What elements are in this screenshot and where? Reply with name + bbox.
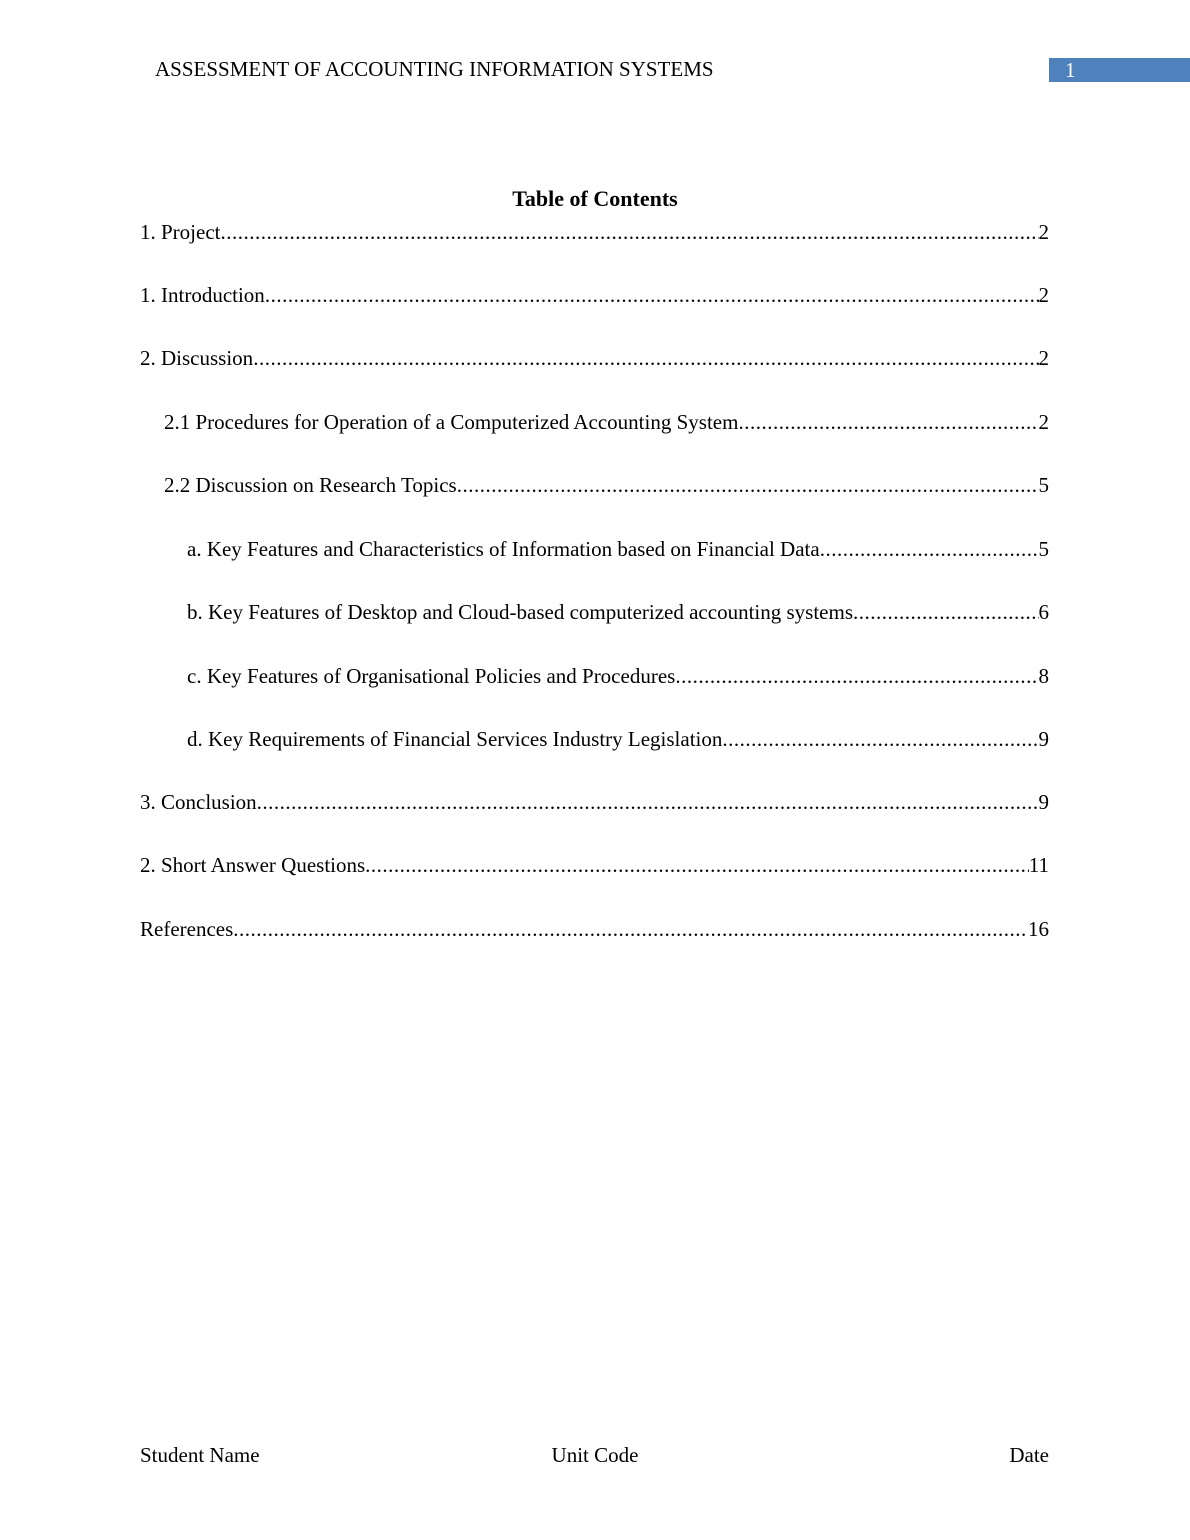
- toc-dot-leader: [738, 408, 1038, 436]
- toc-entry-research-topics[interactable]: [164, 471, 1049, 499]
- toc-entry-page: 2: [1038, 410, 1049, 434]
- toc-entry-page: 5: [1038, 473, 1049, 497]
- toc-entry-page: 6: [1038, 600, 1049, 624]
- toc-dot-leader: [265, 281, 1039, 309]
- footer-student-name: Student Name: [140, 1443, 260, 1467]
- toc-entry-label: 1. Introduction: [140, 283, 265, 307]
- toc-entry-page: 8: [1038, 664, 1049, 688]
- toc-entry-label: 2. Short Answer Questions: [140, 853, 366, 877]
- toc-entry-legislation[interactable]: [187, 725, 1049, 753]
- toc-entry-page: 2: [1038, 283, 1049, 307]
- toc-entry-label: 1. Project: [140, 220, 221, 244]
- footer-unit-code: Unit Code: [551, 1443, 639, 1467]
- toc-entry-page: 16: [1028, 917, 1049, 941]
- toc-entry-references[interactable]: [140, 915, 1049, 943]
- toc-entry-label: 3. Conclusion: [140, 790, 257, 814]
- toc-entry-procedures[interactable]: [164, 408, 1049, 436]
- toc-entry-desktop-cloud[interactable]: [187, 598, 1049, 626]
- toc-entry-label: a. Key Features and Characteristics of Information based on Financial Data: [187, 537, 820, 561]
- toc-entry-label: References: [140, 917, 234, 941]
- toc-entry-label: d. Key Requirements of Financial Services Industry Legislation: [187, 727, 723, 751]
- running-header-title: ASSESSMENT OF ACCOUNTING INFORMATION SYSTEMS: [155, 57, 714, 81]
- page-number-badge: 1: [1049, 58, 1190, 82]
- toc-entry-page: 11: [1028, 853, 1049, 877]
- toc-dot-leader: [233, 915, 1028, 943]
- toc-dot-leader: [853, 598, 1038, 626]
- toc-entry-page: 9: [1038, 790, 1049, 814]
- toc-entry-financial-data[interactable]: [187, 535, 1049, 563]
- toc-dot-leader: [722, 725, 1038, 753]
- toc-entry-label: 2.2 Discussion on Research Topics: [164, 473, 457, 497]
- footer-date: Date: [1009, 1443, 1049, 1467]
- toc-entry-label: 2.1 Procedures for Operation of a Computerized Accounting System: [164, 410, 739, 434]
- toc-dot-leader: [220, 218, 1038, 246]
- toc-entry-discussion[interactable]: [140, 344, 1049, 372]
- toc-entry-short-answers[interactable]: [140, 851, 1049, 879]
- toc-entry-project[interactable]: [140, 218, 1049, 246]
- toc-dot-leader: [457, 471, 1039, 499]
- toc-entry-policies[interactable]: [187, 662, 1049, 690]
- toc-entry-label: b. Key Features of Desktop and Cloud-based computerized accounting systems: [187, 600, 854, 624]
- toc-dot-leader: [253, 344, 1038, 372]
- toc-entry-label: c. Key Features of Organisational Policies and Procedures: [187, 664, 676, 688]
- toc-heading: Table of Contents: [512, 186, 678, 211]
- toc-entry-conclusion[interactable]: [140, 788, 1049, 816]
- toc-entry-page: 5: [1038, 537, 1049, 561]
- toc-entry-page: 9: [1038, 727, 1049, 751]
- toc-entry-label: 2. Discussion: [140, 346, 254, 370]
- toc-entry-page: 2: [1038, 346, 1049, 370]
- toc-entry-page: 2: [1038, 220, 1049, 244]
- toc-dot-leader: [820, 535, 1039, 563]
- toc-dot-leader: [365, 851, 1029, 879]
- toc-entry-introduction[interactable]: [140, 281, 1049, 309]
- toc-dot-leader: [257, 788, 1039, 816]
- toc-dot-leader: [675, 662, 1038, 690]
